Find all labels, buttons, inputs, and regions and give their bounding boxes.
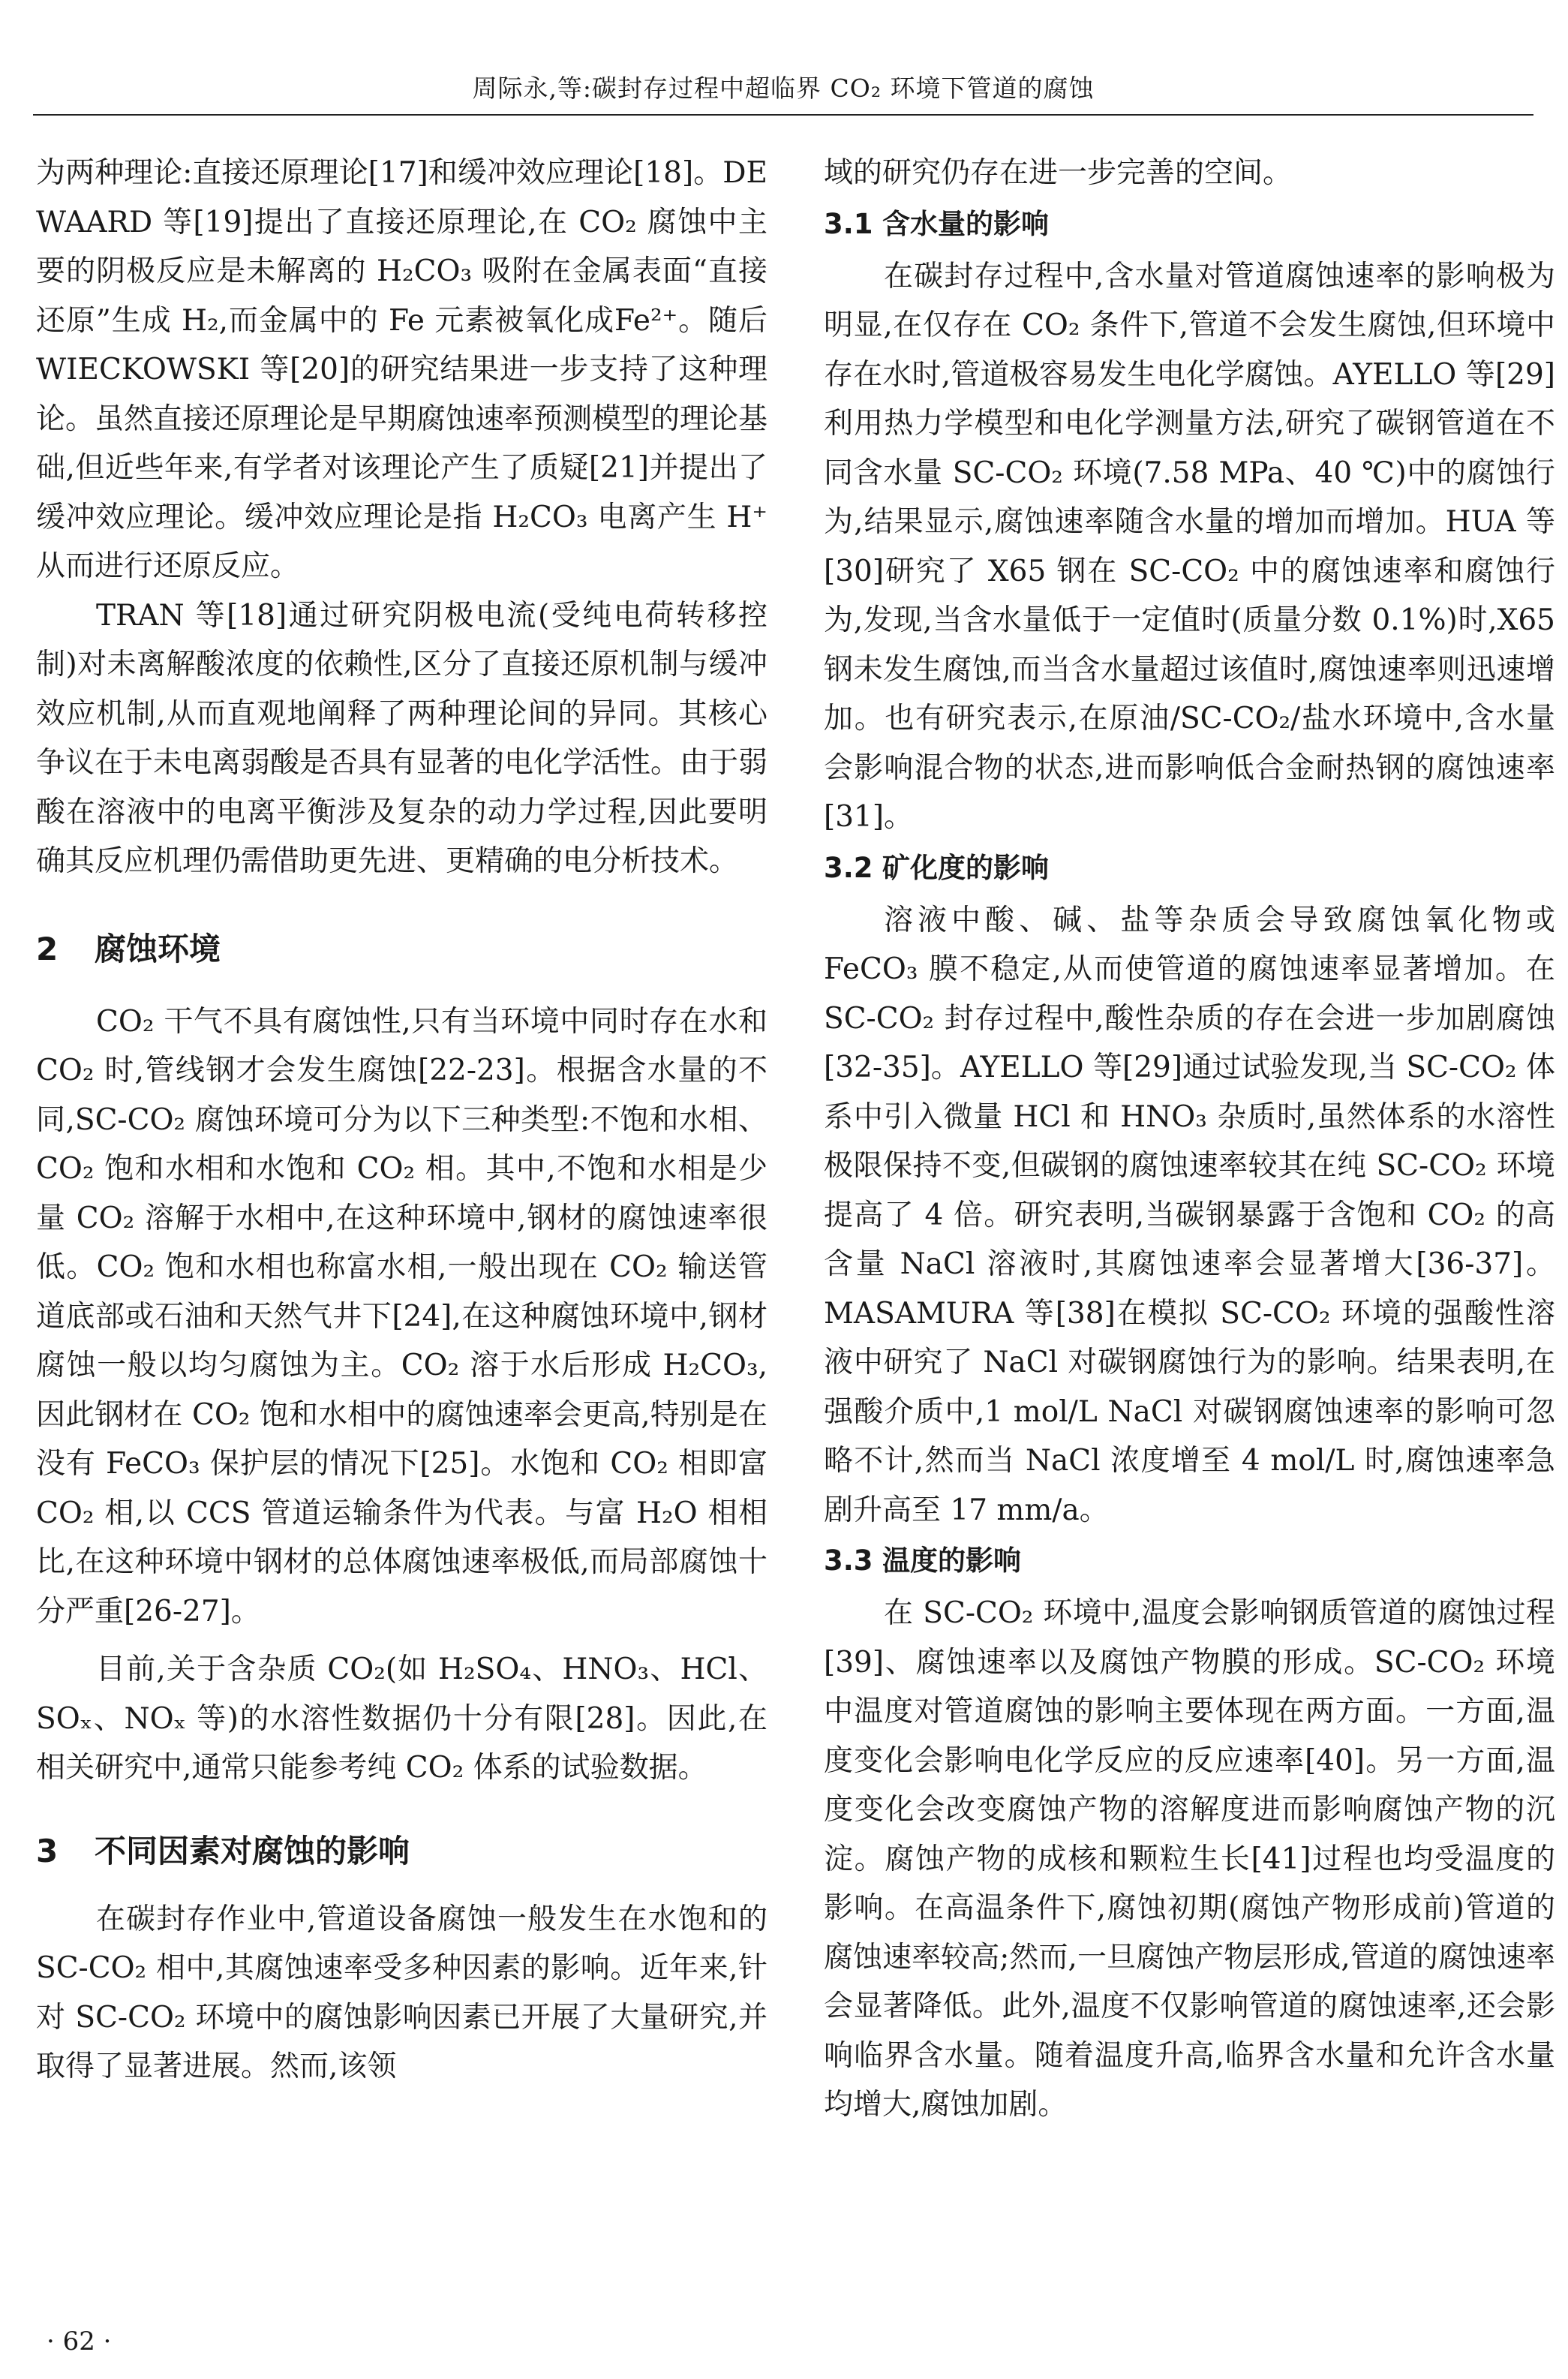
paragraph-cathodic-theories: 为两种理论:直接还原理论[17]和缓冲效应理论[18]。DE WAARD 等[19]提出了直接还原理论,在 CO₂ 腐蚀中主要的阴极反应是未解离的 H₂CO₃ 吸附在金属表面“直接还原”生成 H₂,而金属中的 Fe 元素被氧化成Fe²⁺。随后 WIECKOWSKI 等[20]的研究结果进一步支持了这种理论。虽然直接还原理论是早期腐蚀速率预测模型的理论基础,但近些年来,有学者对该理论产生了质疑[21]并提出了缓冲效应理论。缓冲效应理论是指 H₂CO₃ 电离产生 H⁺ 从而进行还原反应。	[36, 156, 768, 583]
section-number: 2	[36, 930, 59, 967]
subsection-heading-3-1	[824, 201, 1555, 248]
page-number: · 62 ·	[47, 2326, 112, 2356]
left-column	[36, 149, 767, 2092]
subsection-number: 3.2	[824, 851, 873, 884]
header-rule	[33, 114, 1533, 116]
subsection-heading-3-3	[824, 1538, 1555, 1584]
paragraph-tran-study: TRAN 等[18]通过研究阴极电流(受纯电荷转移控制)对未离解酸浓度的依赖性,区分了直接还原机制与缓冲效应机制,从而直观地阐释了两种理论间的异同。其核心争议在于未电离弱酸是否具有显著的电化学活性。由于弱酸在溶液中的电离平衡涉及复杂的动力学过程,因此要明确其反应机理仍需借助更先进、更精确的电分析技术。	[36, 598, 768, 878]
subsection-heading-3-2	[824, 845, 1555, 892]
section-heading-3	[36, 1824, 767, 1878]
paragraph-impurity-data: 目前,关于含杂质 CO₂(如 H₂SO₄、HNO₃、HCl、SOₓ、NOₓ 等)的水溶性数据仍十分有限[28]。因此,在相关研究中,通常只能参考纯 CO₂ 体系的试验数据。	[36, 1653, 767, 1785]
subsection-title: 矿化度的影响	[882, 851, 1049, 884]
section-title: 不同因素对腐蚀的影响	[95, 1832, 410, 1869]
subsection-title: 含水量的影响	[882, 207, 1049, 240]
paragraph-water-content: 在碳封存过程中,含水量对管道腐蚀速率的影响极为明显,在仅存在 CO₂ 条件下,管道不会发生腐蚀,但环境中存在水时,管道极容易发生电化学腐蚀。AYELLO 等[29]利用热力学模型和电化学测量方法,研究了碳钢管道在不同含水量 SC-CO₂ 环境(7.58 MPa、40 ℃)中的腐蚀行为,结果显示,腐蚀速率随含水量的增加而增加。HUA 等[30]研究了 X65 钢在 SC-CO₂ 中的腐蚀速率和腐蚀行为,发现,当含水量低于一定值时(质量分数 0.1%)时,X65 钢未发生腐蚀,而当含水量超过该值时,腐蚀速率则迅速增加。也有研究表示,在原油/SC-CO₂/盐水环境中,含水量会影响混合物的状态,进而影响低合金耐热钢的腐蚀速率[31]。	[824, 259, 1555, 834]
paragraph-factors-intro: 在碳封存作业中,管道设备腐蚀一般发生在水饱和的 SC-CO₂ 相中,其腐蚀速率受多种因素的影响。近年来,针对 SC-CO₂ 环境中的腐蚀影响因素已开展了大量研究,并取得了显著进展。然而,该领	[36, 1902, 767, 2083]
paragraph-salinity: 溶液中酸、碱、盐等杂质会导致腐蚀氧化物或 FeCO₃ 膜不稳定,从而使管道的腐蚀速率显著增加。在 SC-CO₂ 封存过程中,酸性杂质的存在会进一步加剧腐蚀[32-35]。AYELLO 等[29]通过试验发现,当 SC-CO₂ 体系中引入微量 HCl 和 HNO₃ 杂质时,虽然体系的水溶性极限保持不变,但碳钢的腐蚀速率较其在纯 SC-CO₂ 环境提高了 4 倍。研究表明,当碳钢暴露于含饱和 CO₂ 的高含量 NaCl 溶液时,其腐蚀速率会显著增大[36-37]。MASAMURA 等[38]在模拟 SC-CO₂ 环境的强酸性溶液中研究了 NaCl 对碳钢腐蚀行为的影响。结果表明,在强酸介质中,1 mol/L NaCl 对碳钢腐蚀速率的影响可忽略不计,然而当 NaCl 浓度增至 4 mol/L 时,腐蚀速率急剧升高至 17 mm/a。	[824, 903, 1555, 1527]
right-column	[824, 149, 1555, 2130]
paragraph-temperature: 在 SC-CO₂ 环境中,温度会影响钢质管道的腐蚀过程[39]、腐蚀速率以及腐蚀产物膜的形成。SC-CO₂ 环境中温度对管道腐蚀的影响主要体现在两方面。一方面,温度变化会影响电化学反应的反应速率[40]。另一方面,温度变化会改变腐蚀产物的溶解度进而影响腐蚀产物的沉淀。腐蚀产物的成核和颗粒生长[41]过程也均受温度的影响。在高温条件下,腐蚀初期(腐蚀产物形成前)管道的腐蚀速率较高;然而,一旦腐蚀产物层形成,管道的腐蚀速率会显著降低。此外,温度不仅影响管道的腐蚀速率,还会影响临界含水量。随着温度升高,临界含水量和允许含水量均增大,腐蚀加剧。	[824, 1596, 1555, 2122]
paragraph-corrosion-environments: CO₂ 干气不具有腐蚀性,只有当环境中同时存在水和 CO₂ 时,管线钢才会发生腐蚀[22-23]。根据含水量的不同,SC-CO₂ 腐蚀环境可分为以下三种类型:不饱和水相、CO₂ 饱和水相和水饱和 CO₂ 相。其中,不饱和水相是少量 CO₂ 溶解于水相中,在这种环境中,钢材的腐蚀速率很低。CO₂ 饱和水相也称富水相,一般出现在 CO₂ 输送管道底部或石油和天然气井下[24],在这种腐蚀环境中,钢材腐蚀一般以均匀腐蚀为主。CO₂ 溶于水后形成 H₂CO₃,因此钢材在 CO₂ 饱和水相中的腐蚀速率会更高,特别是在没有 FeCO₃ 保护层的情况下[25]。水饱和 CO₂ 相即富 CO₂ 相,以 CCS 管道运输条件为代表。与富 H₂O 相相比,在这种环境中钢材的总体腐蚀速率极低,而局部腐蚀十分严重[26-27]。	[36, 1004, 767, 1629]
subsection-number: 3.3	[824, 1544, 873, 1577]
section-number: 3	[36, 1832, 59, 1869]
section-heading-2	[36, 922, 767, 976]
subsection-title: 温度的影响	[882, 1544, 1021, 1577]
running-header: 周际永,等:碳封存过程中超临界 CO₂ 环境下管道的腐蚀	[472, 74, 1095, 103]
paragraph-continuation: 域的研究仍存在进一步完善的空间。	[824, 156, 1293, 190]
section-title: 腐蚀环境	[95, 930, 221, 967]
subsection-number: 3.1	[824, 207, 873, 240]
